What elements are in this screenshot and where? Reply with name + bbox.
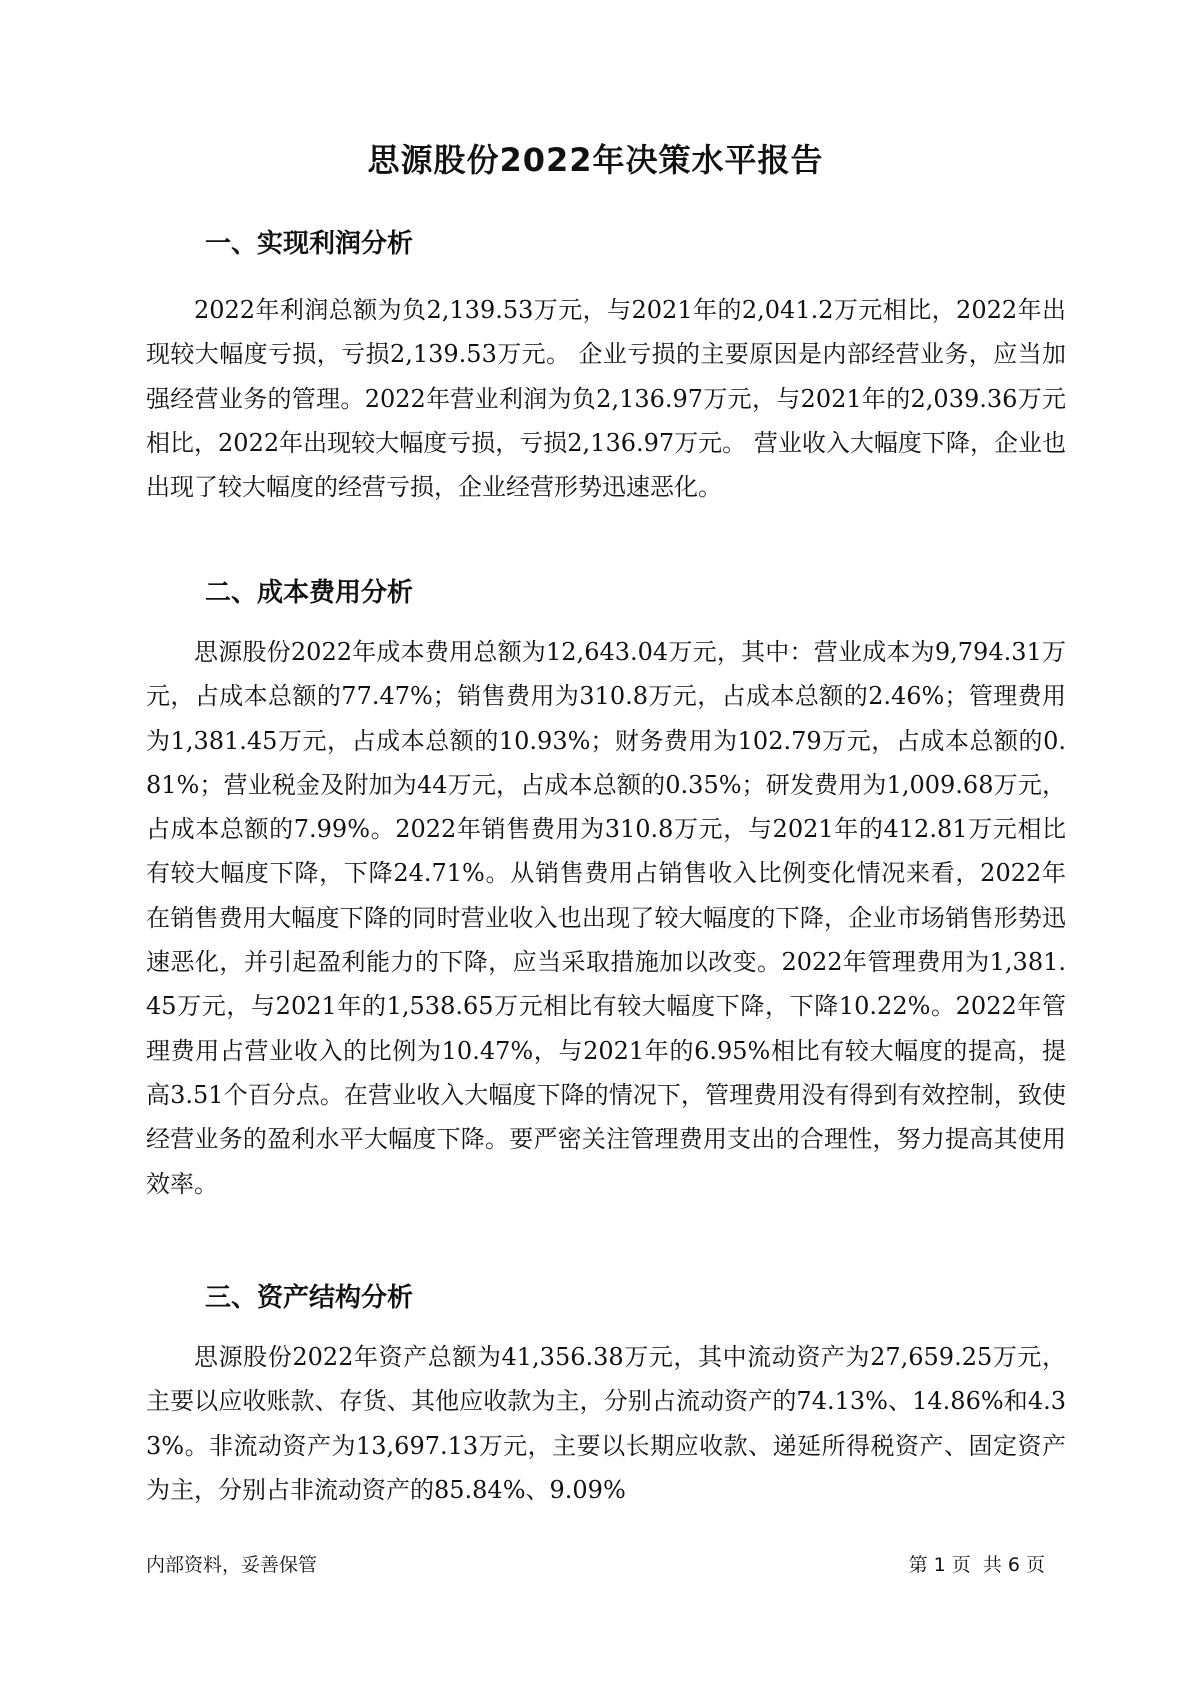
section-heading-assets: 三、资产结构分析 xyxy=(205,1283,414,1313)
section-heading-cost: 二、成本费用分析 xyxy=(205,578,414,608)
section-paragraph-profit: 2022年利润总额为负2,139.53万元，与2021年的2,041.2万元相比，2022年出现较大幅度亏损，亏损2,139.53万元。 企业亏损的主要原因是内部经营业务，应当加强经营业务的管理。2022年营业利润为负2,136.97万元，与2021年的2,039.36万元相比，2022年出现较大幅度亏损，亏损2,136.97万元。 营业收入大幅度下降，企业也出现了较大幅度的经营亏损，企业经营形势迅速恶化。 xyxy=(146,296,1066,502)
page-title: 思源股份2022年决策水平报告 xyxy=(367,141,824,179)
footer-confidential-note: 内部资料，妥善保管 xyxy=(146,1554,318,1576)
section-paragraph-assets: 思源股份2022年资产总额为41,356.38万元，其中流动资产为27,659.25万元，主要以应收账款、存货、其他应收款为主，分别占流动资产的74.13%、14.86%和4.33%。非流动资产为13,697.13万元，主要以长期应收款、递延所得税资产、固定资产为主，分别占非流动资产的85.84%、9.09% xyxy=(146,1343,1066,1504)
section-paragraph-cost: 思源股份2022年成本费用总额为12,643.04万元，其中：营业成本为9,794.31万元，占成本总额的77.47%；销售费用为310.8万元，占成本总额的2.46%；管理费用为1,381.45万元，占成本总额的10.93%；财务费用为102.79万元，占成本总额的0.81%；营业税金及附加为44万元，占成本总额的0.35%；研发费用为1,009.68万元，占成本总额的7.99%。2022年销售费用为310.8万元，与2021年的412.81万元相比有较大幅度下降，下降24.71%。从销售费用占销售收入比例变化情况来看，2022年在销售费用大幅度下降的同时营业收入也出现了较大幅度的下降，企业市场销售形势迅速恶化，并引起盈利能力的下降，应当采取措施加以改变。2022年管理费用为1,381.45万元，与2021年的1,538.65万元相比有较大幅度下降，下降10.22%。2022年管理费用占营业收入的比例为10.47%，与2021年的6.95%相比有较大幅度的提高，提高3.51个百分点。在营业收入大幅度下降的情况下，管理费用没有得到有效控制，致使经营业务的盈利水平大幅度下降。要严密关注管理费用支出的合理性，努力提高其使用效率。 xyxy=(146,638,1066,1198)
section-heading-profit: 一、实现利润分析 xyxy=(205,229,414,259)
footer-page-number: 第 1 页 共 6 页 xyxy=(908,1554,1045,1576)
